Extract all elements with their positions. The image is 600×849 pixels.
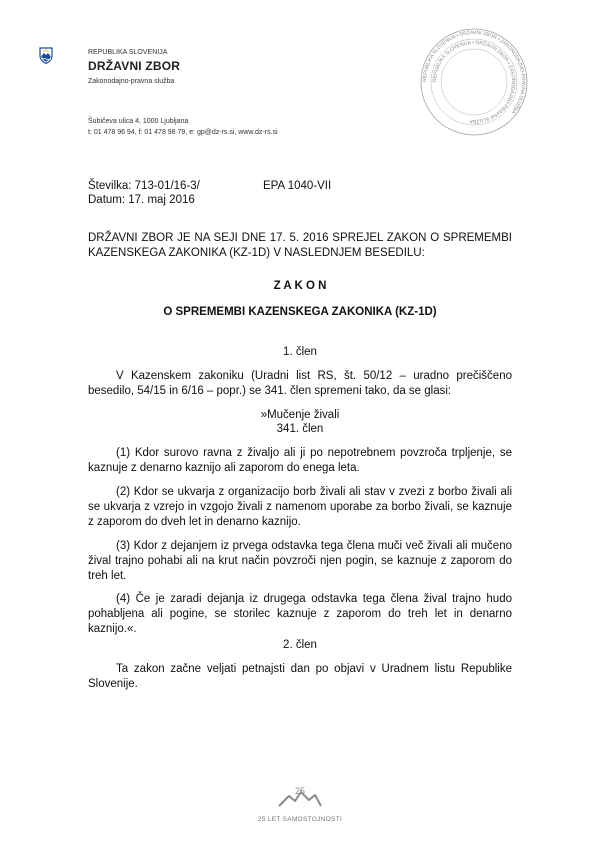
official-stamp	[418, 26, 530, 138]
quoted-title: »Mučenje živali	[260, 409, 340, 421]
svg-text:REPUBLIKA SLOVENIJA • DRŽAVNI: REPUBLIKA SLOVENIJA • DRŽAVNI ZBOR • ZAKONODAJNO-PRAVNA SLUŽBA	[421, 29, 527, 115]
anniversary-logo	[277, 786, 323, 816]
intro-text: DRŽAVNI ZBOR JE NA SEJI DNE 17. 5. 2016 SPREJEL ZAKON O SPREMEMBI KAZENSKEGA ZAKONIKA (KZ-1D) V NASLEDNJEM BESEDILU:	[88, 232, 512, 259]
meta-epa: EPA 1040-VII	[263, 180, 332, 192]
meta-datum: Datum: 17. maj 2016	[88, 194, 195, 206]
header-institution: DRŽAVNI ZBOR	[88, 59, 181, 73]
paragraph-2: (2) Kdor se ukvarja z organizacijo borb živali ali stav v zvezi z borbo živali ali se ukvarja z vzrejo in vzgojo živali z namenom uporabe za borbo živali, se kaznuje z zaporom do dveh let in denarno kaznijo.	[88, 486, 512, 528]
header-republika: REPUBLIKA SLOVENIJA	[88, 49, 168, 56]
header-contacts: t: 01 478 96 94, f: 01 478 98 79, e: gp@dz-rs.si, www.dz-rs.si	[88, 129, 278, 136]
svg-text:REPUBLIKA SLOVENIJA • DRŽAVNI: REPUBLIKA SLOVENIJA • DRŽAVNI ZBOR • ZAKONODAJNO-PRAVNA SLUŽBA	[431, 39, 517, 125]
anniversary-text: 25 LET SAMOSTOJNOSTI	[257, 816, 343, 823]
law-title: Z A K O N	[273, 280, 327, 292]
paragraph-1: (1) Kdor surovo ravna z živaljo ali ji po nepotrebnem povzroča trpljenje, se kaznuje z denarno kaznijo ali zaporom do enega leta.	[88, 447, 512, 474]
mountain-icon	[277, 786, 323, 808]
coat-of-arms-icon	[39, 47, 53, 64]
header-service: Zakonodajno-pravna služba	[88, 78, 175, 85]
article-2-heading: 2. člen	[283, 639, 317, 651]
article-1-text: V Kazenskem zakoniku (Uradni list RS, št. 50/12 – uradno prečiščeno besedilo, 54/15 in 6/16 – popr.) se 341. člen spremeni tako, da se glasi:	[88, 370, 512, 397]
meta-stevilka: Številka: 713-01/16-3/	[88, 180, 200, 192]
paragraph-3: (3) Kdor z dejanjem iz prvega odstavka tega člena muči več živali ali mučeno žival trajno pohabi ali na krut način povzroči njen pogin, se kaznuje z zaporom do treh let.	[88, 540, 512, 582]
quoted-article: 341. člen	[276, 423, 324, 435]
article-2-text: Ta zakon začne veljati petnajsti dan po objavi v Uradnem listu Republike Slovenije.	[88, 663, 512, 690]
article-1-heading: 1. člen	[283, 346, 317, 358]
header-address: Šubičeva ulica 4, 1000 Ljubljana	[88, 118, 189, 125]
law-subtitle: O SPREMEMBI KAZENSKEGA ZAKONIKA (KZ-1D)	[163, 306, 437, 318]
svg-text:25: 25	[295, 786, 306, 796]
paragraph-4: (4) Če je zaradi dejanja iz drugega odstavka tega člena žival trajno hudo pohabljena ali pogine, se storilec kaznuje z zaporom do treh let in denarno kaznijo.«.	[88, 593, 512, 635]
